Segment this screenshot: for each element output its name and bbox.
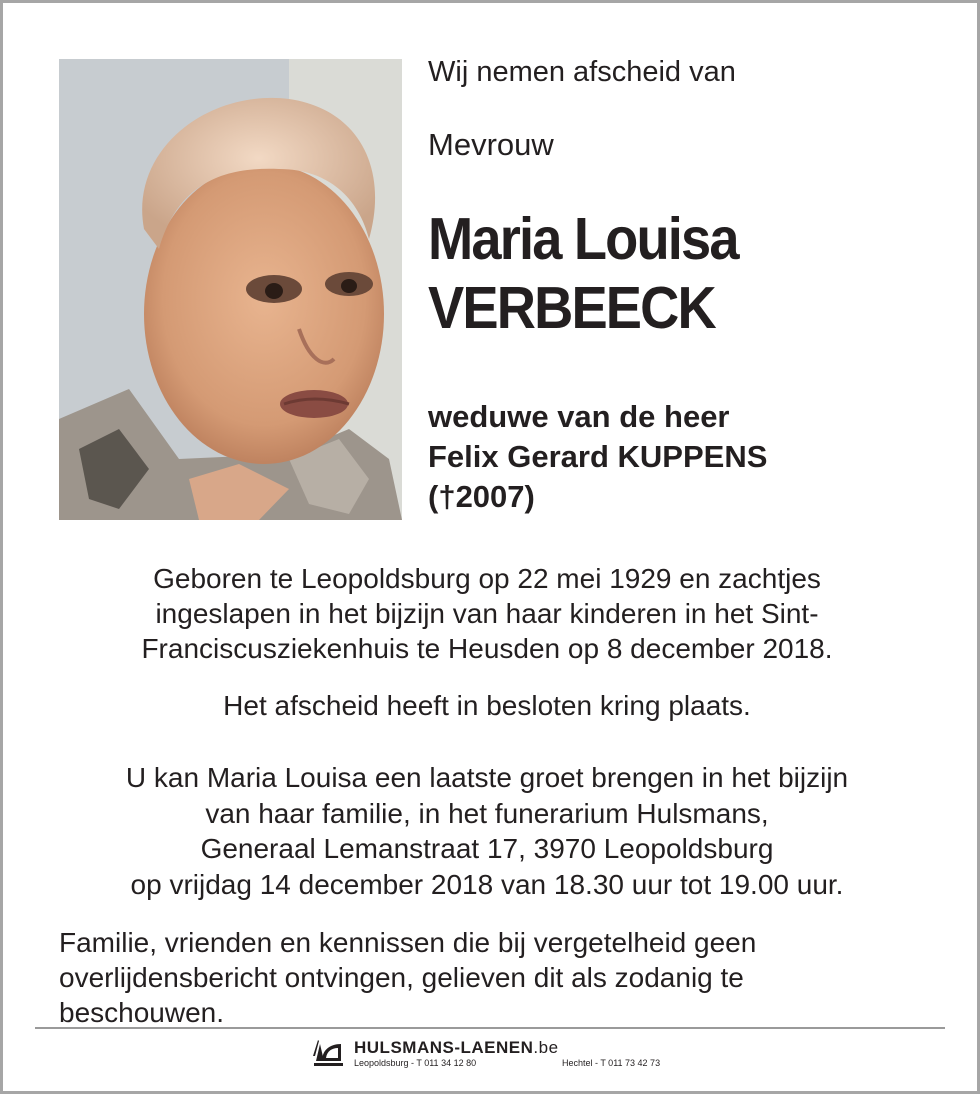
text-line: Familie, vrienden en kennissen die bij vergetelheid geen (59, 927, 757, 958)
spouse-line-3: (†2007) (428, 479, 535, 514)
footer-divider (35, 1027, 945, 1029)
birth-death-paragraph (40, 561, 934, 666)
text-line: beschouwen. (59, 997, 225, 1028)
text-line: U kan Maria Louisa een laatste groet brengen in het bijzijn (125, 762, 849, 793)
text-line: overlijdensbericht ontvingen, gelieven dit als zodanig te (59, 962, 744, 993)
deceased-name (428, 205, 738, 343)
funeral-home-name (354, 1038, 559, 1058)
honorific: Mevrouw (428, 127, 554, 162)
brand-domain: .be (533, 1038, 559, 1057)
brand-name: HULSMANS-LAENEN (354, 1038, 534, 1057)
funeral-home-footer (312, 1036, 732, 1076)
text-line: van haar familie, in het funerarium Hulsmans, (205, 797, 769, 829)
text-line: Generaal Lemanstraat 17, 3970 Leopoldsburg (200, 833, 774, 864)
funeral-home-logo-icon (312, 1038, 345, 1068)
portrait-photo (59, 59, 402, 520)
text-line: ingeslapen in het bijzijn van haar kinderen in het Sint- (155, 598, 819, 629)
spouse-info (428, 397, 767, 517)
first-names: Maria Louisa (428, 206, 738, 272)
contact-hechtel: Hechtel - T 011 73 42 73 (562, 1058, 661, 1068)
family-notice-paragraph (59, 925, 879, 1030)
spouse-line-1: weduwe van de heer (428, 399, 730, 434)
text-line: op vrijdag 14 december 2018 van 18.30 uur tot 19.00 uur. (130, 868, 844, 900)
text-line: Geboren te Leopoldsburg op 22 mei 1929 en zachtjes (153, 563, 821, 594)
text-line: Franciscusziekenhuis te Heusden op 8 december 2018. (141, 633, 833, 664)
visitation-paragraph (40, 760, 934, 902)
intro-text: Wij nemen afscheid van (428, 56, 736, 88)
surname: VERBEECK (428, 275, 715, 341)
spouse-line-2: Felix Gerard KUPPENS (428, 439, 768, 474)
contact-leopoldsburg: Leopoldsburg - T 011 34 12 80 (354, 1058, 477, 1068)
ceremony-text: Het afscheid heeft in besloten kring plaats. (223, 690, 751, 721)
